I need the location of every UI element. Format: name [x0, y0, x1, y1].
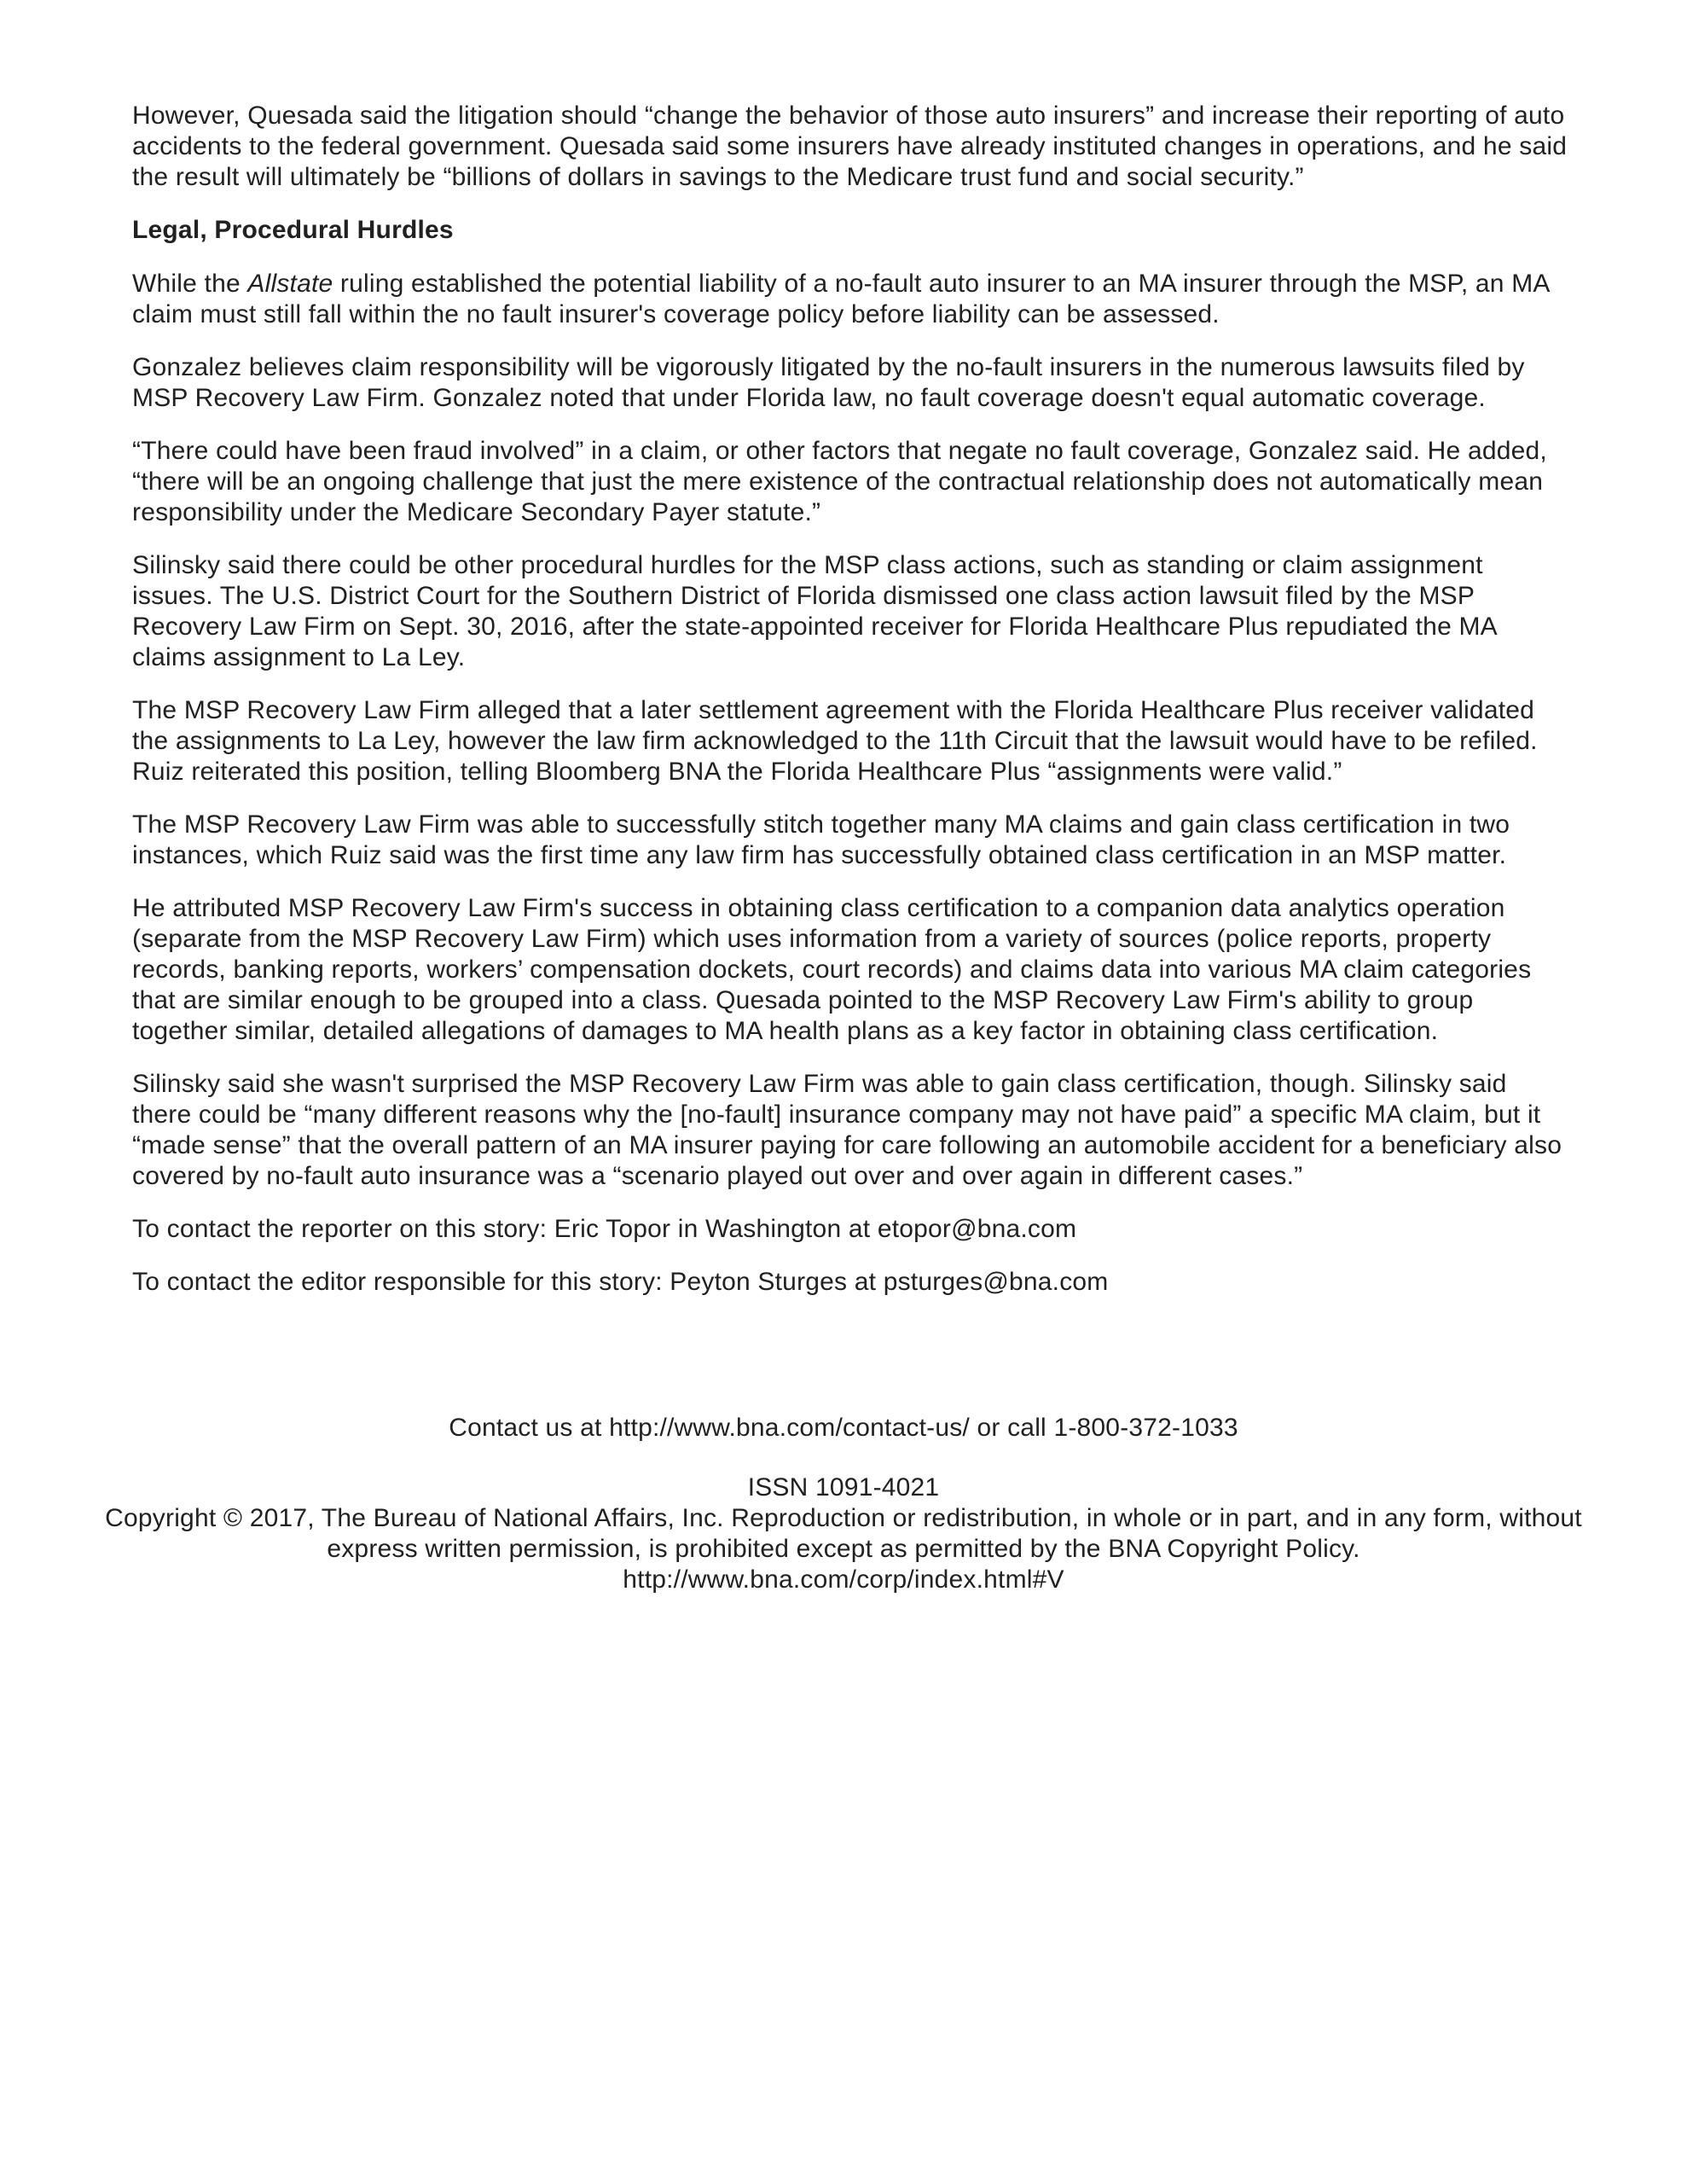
text-run: Legal, Procedural Hurdles — [132, 216, 454, 244]
text-run: To contact the editor responsible for this story: Peyton Sturges at psturges@bna.com — [132, 1268, 1109, 1296]
text-run: The MSP Recovery Law Firm alleged that a later settlement agreement with the Florida Healthcare Plus receiver validated the assignments to La Ley, however the law firm acknowledged to the 11th Circuit that the lawsuit would have to be refiled. Ruiz reiterated this position, telling Bloomberg BNA the Florida Healthcare Plus “assignments were valid.” — [132, 696, 1538, 786]
text-run: He attributed MSP Recovery Law Firm's success in obtaining class certification to a companion data analytics operation (separate from the MSP Recovery Law Firm) which uses information from a variety of sources (police reports, property records, banking reports, workers’ compensation dockets, court records) and claims data into various MA claim categories that are similar enough to be grouped into a class. Quesada pointed to the MSP Recovery Law Firm's ability to group together similar, detailed allegations of damages to MA health plans as a key factor in obtaining class certification. — [132, 894, 1532, 1045]
footer-copyright-url: http://www.bna.com/corp/index.html#V — [623, 1565, 1064, 1594]
footer-copyright-line: Copyright © 2017, The Bureau of National Affairs, Inc. Reproduction or redistribution, in whole or in part, and in any form, without express written permission, is prohibited except as permitted by the BNA Copyright Policy. — [105, 1504, 1582, 1563]
text-run: Silinsky said there could be other procedural hurdles for the MSP class actions, such as standing or claim assignment issues. The U.S. District Court for the Southern District of Florida dismissed one class action lawsuit filed by the MSP Recovery Law Firm on Sept. 30, 2016, after the state-appointed receiver for Florida Healthcare Plus repudiated the MA claims assignment to La Ley. — [132, 551, 1497, 671]
article-paragraph — [132, 550, 1569, 673]
article-paragraph — [132, 810, 1569, 871]
article-paragraph — [132, 695, 1569, 787]
text-run: Gonzalez believes claim responsibility will be vigorously litigated by the no-fault insurers in the numerous lawsuits filed by MSP Recovery Law Firm. Gonzalez noted that under Florida law, no fault coverage doesn't equal automatic coverage. — [132, 353, 1525, 412]
text-run: The MSP Recovery Law Firm was able to successfully stitch together many MA claims and gain class certification in two instances, which Ruiz said was the first time any law firm has successfully obtained class certification in an MSP matter. — [132, 810, 1510, 869]
text-run: ruling established the potential liability of a no-fault auto insurer to an MA insurer through the MSP, an MA claim must still fall within the no fault insurer's coverage policy before liability can be assessed. — [132, 270, 1549, 328]
article-paragraph — [132, 893, 1569, 1047]
article-paragraph — [132, 436, 1569, 528]
text-run: “There could have been fraud involved” in a claim, or other factors that negate no fault coverage, Gonzalez said. He added, “there will be an ongoing challenge that just the mere existence of the contractual relationship does not automatically mean responsibility under the Medicare Secondary Payer statute.” — [132, 437, 1547, 526]
text-run: However, Quesada said the litigation should “change the behavior of those auto insurers” and increase their reporting of auto accidents to the federal government. Quesada said some insurers have already instituted changes in operations, and he said the result will ultimately be “billions of dollars in savings to the Medicare trust fund and social security.” — [132, 102, 1568, 191]
text-run-italic: Allstate — [247, 270, 333, 298]
article-paragraph — [132, 1069, 1569, 1192]
article-paragraph — [132, 101, 1569, 193]
footer-legal-block — [96, 1472, 1591, 1595]
footer-contact-line: Contact us at http://www.bna.com/contact-us/ or call 1-800-372-1033 — [449, 1414, 1238, 1442]
text-run: While the — [132, 270, 248, 298]
article-paragraph — [132, 1267, 1569, 1298]
page-footer — [0, 1413, 1687, 1595]
text-run: Silinsky said she wasn't surprised the MSP Recovery Law Firm was able to gain class certification, though. Silinsky said there could be “many different reasons why the [no-fault] insurance company may not have paid” a specific MA claim, but it “made sense” that the overall pattern of an MA insurer paying for care following an automobile accident for a beneficiary also covered by no-fault auto insurance was a “scenario played out over and over again in different cases.” — [132, 1070, 1562, 1190]
article-paragraph — [132, 1214, 1569, 1245]
article-heading — [132, 215, 1569, 246]
footer-issn-line: ISSN 1091-4021 — [747, 1473, 940, 1502]
article-paragraph — [132, 352, 1569, 414]
text-run: To contact the reporter on this story: Eric Topor in Washington at etopor@bna.com — [132, 1215, 1077, 1243]
article-paragraph — [132, 269, 1569, 330]
